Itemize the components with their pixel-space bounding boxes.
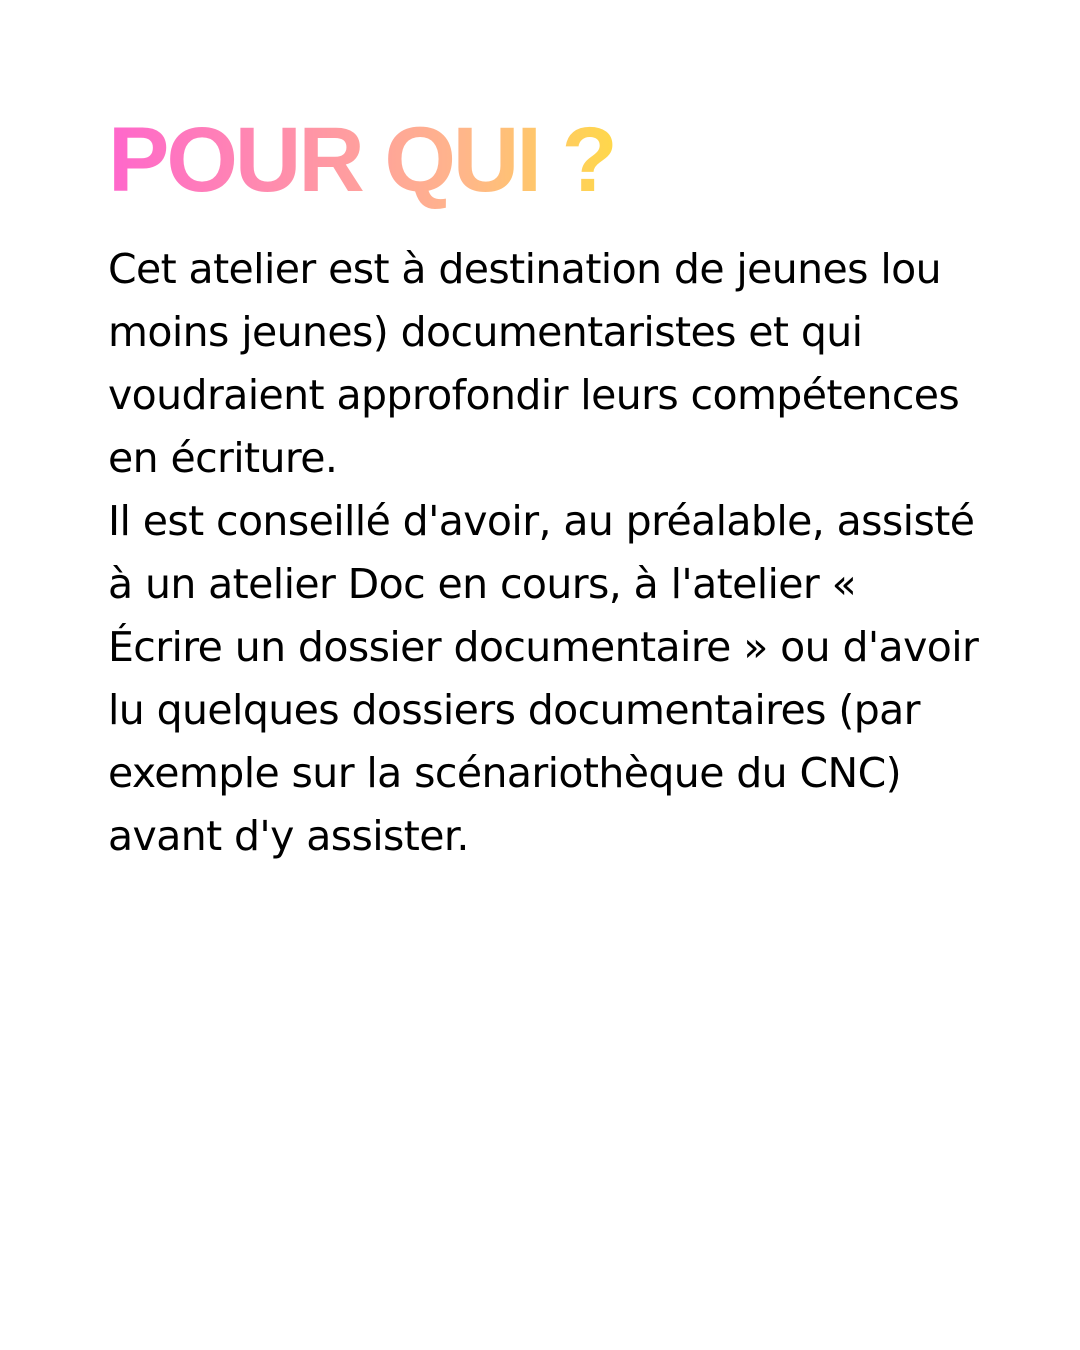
description-line: exemple sur la scénariothèque du CNC) [108,749,902,797]
description-line: Cet atelier est à destination de jeunes lou [108,245,942,293]
description-text [108,238,988,868]
description-line: Il est conseillé d'avoir, au préalable, assisté [108,497,975,545]
description-line: avant d'y assister. [108,812,469,860]
description-line: en écriture. [108,434,338,482]
description-line: Écrire un dossier documentaire » ou d'avoir [108,623,979,671]
description-line: lu quelques dossiers documentaires (par [108,686,920,734]
page-title: POUR QUI ? [108,109,615,211]
description-line: voudraient approfondir leurs compétences [108,371,960,419]
description-line: moins jeunes) documentaristes et qui [108,308,863,356]
description-line: à un atelier Doc en cours, à l'atelier « [108,560,857,608]
